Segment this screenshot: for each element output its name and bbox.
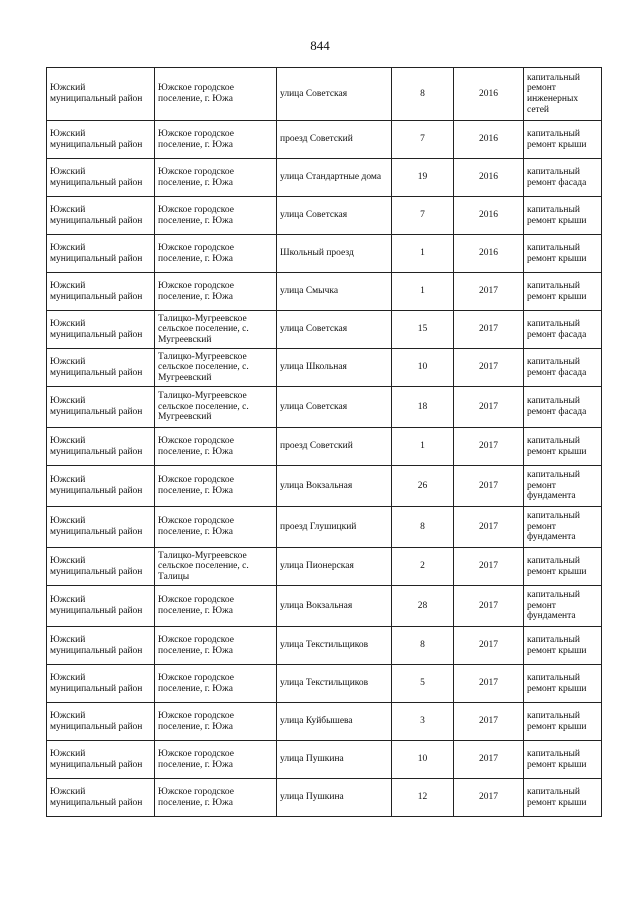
year-cell: [454, 779, 524, 817]
work-type-cell-text: капитальный ремонт инженерных сетей: [527, 72, 580, 115]
settlement-cell: [155, 235, 277, 273]
year-cell-text: 2016: [479, 210, 498, 221]
year-cell: [454, 466, 524, 507]
house-number-cell: [392, 311, 454, 349]
year-cell: [454, 311, 524, 349]
work-type-cell-text: капитальный ремонт фасада: [527, 396, 587, 417]
table-body: [47, 68, 602, 817]
district-cell-text: Южский муниципальный район: [50, 396, 143, 417]
district-cell: [47, 197, 155, 235]
house-number-cell: [392, 466, 454, 507]
work-type-cell: [524, 779, 602, 817]
settlement-cell: [155, 349, 277, 387]
street-cell: [277, 466, 392, 507]
year-cell: [454, 387, 524, 428]
house-number-cell-text: 1: [420, 441, 425, 452]
year-cell: [454, 665, 524, 703]
page-number: 844: [310, 38, 330, 53]
house-number-cell: [392, 121, 454, 159]
work-type-cell-text: капитальный ремонт фасада: [527, 318, 587, 340]
settlement-cell: [155, 428, 277, 466]
house-number-cell-text: 7: [420, 210, 425, 221]
year-cell-text: 2016: [479, 172, 498, 183]
year-cell: [454, 121, 524, 159]
settlement-cell: [155, 586, 277, 627]
district-cell-text: Южский муниципальный район: [50, 748, 143, 770]
street-cell-text: улица Текстильщиков: [280, 640, 369, 651]
work-type-cell: [524, 665, 602, 703]
work-type-cell: [524, 235, 602, 273]
settlement-cell: [155, 387, 277, 428]
year-cell: [454, 159, 524, 197]
table-row: [47, 159, 602, 197]
street-cell-text: проезд Советский: [280, 134, 353, 145]
year-cell: [454, 703, 524, 741]
street-cell: [277, 665, 392, 703]
table-row: [47, 466, 602, 507]
street-cell: [277, 507, 392, 548]
work-type-cell-text: капитальный ремонт крыши: [527, 555, 587, 577]
settlement-cell-text: Талицко-Мугреевское сельское поселение, с. Талицы: [158, 550, 249, 582]
year-cell: [454, 627, 524, 665]
street-cell: [277, 68, 392, 121]
street-cell-text: улица Пушкина: [280, 792, 344, 803]
settlement-cell: [155, 197, 277, 235]
settlement-cell: [155, 466, 277, 507]
house-number-cell-text: 28: [417, 600, 428, 611]
year-cell-text: 2017: [479, 362, 498, 373]
district-cell-text: Южский муниципальный район: [50, 516, 143, 537]
settlement-cell-text: Южское городское поселение, г. Южа: [158, 595, 234, 616]
table-row: [47, 548, 602, 586]
work-type-cell: [524, 627, 602, 665]
district-cell-text: Южский муниципальный район: [50, 280, 143, 302]
table-row: [47, 627, 602, 665]
settlement-cell-text: Южское городское поселение, г. Южа: [158, 672, 234, 694]
work-type-cell-text: капитальный ремонт фундамента: [527, 511, 580, 543]
table-row: [47, 779, 602, 817]
street-cell-text: проезд Советский: [280, 441, 353, 452]
street-cell-text: улица Стандартные дома: [280, 172, 382, 183]
house-number-cell: [392, 349, 454, 387]
settlement-cell: [155, 703, 277, 741]
work-type-cell: [524, 466, 602, 507]
house-number-cell: [392, 665, 454, 703]
house-number-cell: [392, 273, 454, 311]
house-number-cell: [392, 586, 454, 627]
year-cell: [454, 349, 524, 387]
street-cell-text: Школьный проезд: [280, 248, 354, 259]
work-type-cell-text: капитальный ремонт крыши: [527, 242, 587, 264]
settlement-cell-text: Южское городское поселение, г. Южа: [158, 475, 234, 496]
house-number-cell-text: 5: [420, 678, 425, 689]
house-number-cell-text: 26: [417, 480, 428, 491]
street-cell-text: улица Школьная: [280, 362, 347, 373]
settlement-cell: [155, 311, 277, 349]
district-cell: [47, 548, 155, 586]
house-number-cell: [392, 779, 454, 817]
settlement-cell-text: Южское городское поселение, г. Южа: [158, 128, 234, 150]
house-number-cell: [392, 159, 454, 197]
year-cell: [454, 741, 524, 779]
district-cell-text: Южский муниципальный район: [50, 242, 143, 264]
street-cell-text: проезд Глушицкий: [280, 521, 357, 532]
house-number-cell: [392, 627, 454, 665]
district-cell: [47, 507, 155, 548]
settlement-cell-text: Южское городское поселение, г. Южа: [158, 786, 234, 808]
district-cell-text: Южский муниципальный район: [50, 435, 143, 457]
year-cell-text: 2017: [479, 441, 498, 452]
work-type-cell-text: капитальный ремонт крыши: [527, 672, 587, 694]
year-cell-text: 2017: [479, 678, 498, 689]
street-cell: [277, 586, 392, 627]
settlement-cell-text: Южское городское поселение, г. Южа: [158, 242, 234, 264]
work-type-cell: [524, 68, 602, 121]
work-type-cell-text: капитальный ремонт крыши: [527, 748, 587, 770]
district-cell: [47, 387, 155, 428]
district-cell-text: Южский муниципальный район: [50, 710, 143, 732]
house-number-cell: [392, 387, 454, 428]
table-row: [47, 507, 602, 548]
year-cell-text: 2017: [479, 600, 498, 611]
year-cell-text: 2017: [479, 480, 498, 491]
street-cell-text: улица Вокзальная: [280, 480, 353, 491]
district-cell-text: Южский муниципальный район: [50, 128, 143, 150]
settlement-cell-text: Южское городское поселение, г. Южа: [158, 710, 234, 732]
work-type-cell: [524, 428, 602, 466]
settlement-cell-text: Талицко-Мугреевское сельское поселение, с. Мугреевский: [158, 313, 249, 345]
settlement-cell-text: Южское городское поселение, г. Южа: [158, 435, 234, 457]
street-cell: [277, 741, 392, 779]
year-cell-text: 2017: [479, 640, 498, 651]
year-cell: [454, 68, 524, 121]
settlement-cell-text: Южское городское поселение, г. Южа: [158, 166, 234, 188]
street-cell: [277, 428, 392, 466]
district-cell: [47, 665, 155, 703]
settlement-cell: [155, 548, 277, 586]
district-cell-text: Южский муниципальный район: [50, 166, 143, 188]
settlement-cell-text: Южское городское поселение, г. Южа: [158, 280, 234, 302]
year-cell: [454, 197, 524, 235]
house-number-cell: [392, 548, 454, 586]
street-cell: [277, 121, 392, 159]
work-type-cell: [524, 703, 602, 741]
year-cell: [454, 507, 524, 548]
work-type-cell-text: капитальный ремонт крыши: [527, 128, 587, 150]
table-row: [47, 349, 602, 387]
year-cell-text: 2017: [479, 561, 498, 572]
street-cell-text: улица Советская: [280, 88, 348, 99]
table-row: [47, 586, 602, 627]
year-cell: [454, 548, 524, 586]
table-row: [47, 665, 602, 703]
work-type-cell-text: капитальный ремонт крыши: [527, 435, 587, 457]
settlement-cell: [155, 121, 277, 159]
street-cell-text: улица Вокзальная: [280, 600, 353, 611]
settlement-cell: [155, 68, 277, 121]
year-cell: [454, 586, 524, 627]
work-type-cell: [524, 387, 602, 428]
house-number-cell: [392, 68, 454, 121]
table-row: [47, 235, 602, 273]
house-number-cell-text: 15: [417, 324, 428, 335]
district-cell-text: Южский муниципальный район: [50, 634, 143, 656]
table-row: [47, 387, 602, 428]
work-type-cell-text: капитальный ремонт фундамента: [527, 590, 580, 622]
street-cell: [277, 548, 392, 586]
work-type-cell: [524, 311, 602, 349]
street-cell-text: улица Пионерская: [280, 561, 354, 572]
street-cell: [277, 197, 392, 235]
settlement-cell-text: Южское городское поселение, г. Южа: [158, 204, 234, 226]
house-number-cell-text: 18: [417, 401, 428, 412]
work-type-cell-text: капитальный ремонт фасада: [527, 356, 587, 378]
year-cell-text: 2016: [479, 88, 498, 99]
street-cell-text: улица Пушкина: [280, 754, 344, 765]
settlement-cell-text: Талицко-Мугреевское сельское поселение, с. Мугреевский: [158, 351, 249, 383]
house-number-cell-text: 8: [420, 640, 425, 651]
district-cell: [47, 703, 155, 741]
table-row: [47, 428, 602, 466]
year-cell: [454, 273, 524, 311]
district-cell-text: Южский муниципальный район: [50, 83, 143, 104]
house-number-cell-text: 12: [417, 792, 428, 803]
settlement-cell: [155, 507, 277, 548]
street-cell: [277, 627, 392, 665]
house-number-cell-text: 1: [420, 286, 425, 297]
house-number-cell-text: 8: [420, 88, 425, 99]
district-cell: [47, 428, 155, 466]
work-type-cell: [524, 197, 602, 235]
street-cell-text: улица Текстильщиков: [280, 678, 369, 689]
street-cell: [277, 349, 392, 387]
table-row: [47, 273, 602, 311]
district-cell-text: Южский муниципальный район: [50, 475, 143, 496]
settlement-cell: [155, 665, 277, 703]
street-cell-text: улица Советская: [280, 401, 348, 412]
street-cell-text: улица Советская: [280, 324, 348, 335]
district-cell: [47, 349, 155, 387]
work-type-cell: [524, 548, 602, 586]
work-type-cell-text: капитальный ремонт фундамента: [527, 470, 580, 502]
district-cell: [47, 779, 155, 817]
settlement-cell: [155, 273, 277, 311]
settlement-cell-text: Южское городское поселение, г. Южа: [158, 83, 234, 104]
work-type-cell: [524, 121, 602, 159]
year-cell-text: 2017: [479, 792, 498, 803]
work-type-cell: [524, 273, 602, 311]
house-number-cell: [392, 507, 454, 548]
settlement-cell-text: Южское городское поселение, г. Южа: [158, 748, 234, 770]
house-number-cell-text: 2: [420, 561, 425, 572]
repair-schedule-table: [46, 67, 602, 817]
house-number-cell: [392, 741, 454, 779]
district-cell-text: Южский муниципальный район: [50, 356, 143, 378]
house-number-cell-text: 10: [417, 362, 428, 373]
settlement-cell: [155, 741, 277, 779]
settlement-cell: [155, 159, 277, 197]
house-number-cell-text: 3: [420, 716, 425, 727]
street-cell-text: улица Куйбышева: [280, 716, 353, 727]
district-cell: [47, 68, 155, 121]
work-type-cell-text: капитальный ремонт фасада: [527, 166, 587, 188]
table-row: [47, 197, 602, 235]
table-row: [47, 741, 602, 779]
street-cell-text: улица Смычка: [280, 286, 339, 297]
district-cell-text: Южский муниципальный район: [50, 318, 143, 340]
district-cell-text: Южский муниципальный район: [50, 204, 143, 226]
district-cell: [47, 466, 155, 507]
district-cell-text: Южский муниципальный район: [50, 672, 143, 694]
district-cell: [47, 235, 155, 273]
work-type-cell-text: капитальный ремонт крыши: [527, 280, 587, 302]
district-cell-text: Южский муниципальный район: [50, 555, 143, 577]
district-cell: [47, 627, 155, 665]
street-cell: [277, 235, 392, 273]
house-number-cell: [392, 235, 454, 273]
year-cell-text: 2017: [479, 521, 498, 532]
table-row: [47, 121, 602, 159]
district-cell: [47, 741, 155, 779]
work-type-cell: [524, 159, 602, 197]
table-row: [47, 311, 602, 349]
district-cell: [47, 121, 155, 159]
street-cell: [277, 387, 392, 428]
table-row: [47, 68, 602, 121]
year-cell-text: 2016: [479, 248, 498, 259]
year-cell: [454, 428, 524, 466]
work-type-cell: [524, 349, 602, 387]
work-type-cell-text: капитальный ремонт крыши: [527, 634, 587, 656]
district-cell: [47, 159, 155, 197]
year-cell-text: 2017: [479, 716, 498, 727]
year-cell-text: 2017: [479, 401, 498, 412]
year-cell-text: 2017: [479, 286, 498, 297]
street-cell: [277, 703, 392, 741]
settlement-cell-text: Южское городское поселение, г. Южа: [158, 516, 234, 537]
house-number-cell-text: 19: [417, 172, 428, 183]
work-type-cell: [524, 507, 602, 548]
table-row: [47, 703, 602, 741]
house-number-cell-text: 10: [417, 754, 428, 765]
year-cell: [454, 235, 524, 273]
house-number-cell-text: 7: [420, 134, 425, 145]
settlement-cell: [155, 627, 277, 665]
district-cell: [47, 273, 155, 311]
street-cell: [277, 311, 392, 349]
settlement-cell-text: Талицко-Мугреевское сельское поселение, с. Мугреевский: [158, 391, 249, 423]
house-number-cell-text: 8: [420, 521, 425, 532]
street-cell-text: улица Советская: [280, 210, 348, 221]
settlement-cell-text: Южское городское поселение, г. Южа: [158, 634, 234, 656]
year-cell-text: 2017: [479, 754, 498, 765]
street-cell: [277, 159, 392, 197]
work-type-cell-text: капитальный ремонт крыши: [527, 786, 587, 808]
district-cell-text: Южский муниципальный район: [50, 786, 143, 808]
year-cell-text: 2017: [479, 324, 498, 335]
house-number-cell: [392, 197, 454, 235]
district-cell: [47, 311, 155, 349]
settlement-cell: [155, 779, 277, 817]
work-type-cell-text: капитальный ремонт крыши: [527, 204, 587, 226]
street-cell: [277, 273, 392, 311]
work-type-cell-text: капитальный ремонт крыши: [527, 710, 587, 732]
year-cell-text: 2016: [479, 134, 498, 145]
house-number-cell-text: 1: [420, 248, 425, 259]
district-cell-text: Южский муниципальный район: [50, 595, 143, 616]
house-number-cell: [392, 428, 454, 466]
street-cell: [277, 779, 392, 817]
district-cell: [47, 586, 155, 627]
work-type-cell: [524, 741, 602, 779]
house-number-cell: [392, 703, 454, 741]
work-type-cell: [524, 586, 602, 627]
